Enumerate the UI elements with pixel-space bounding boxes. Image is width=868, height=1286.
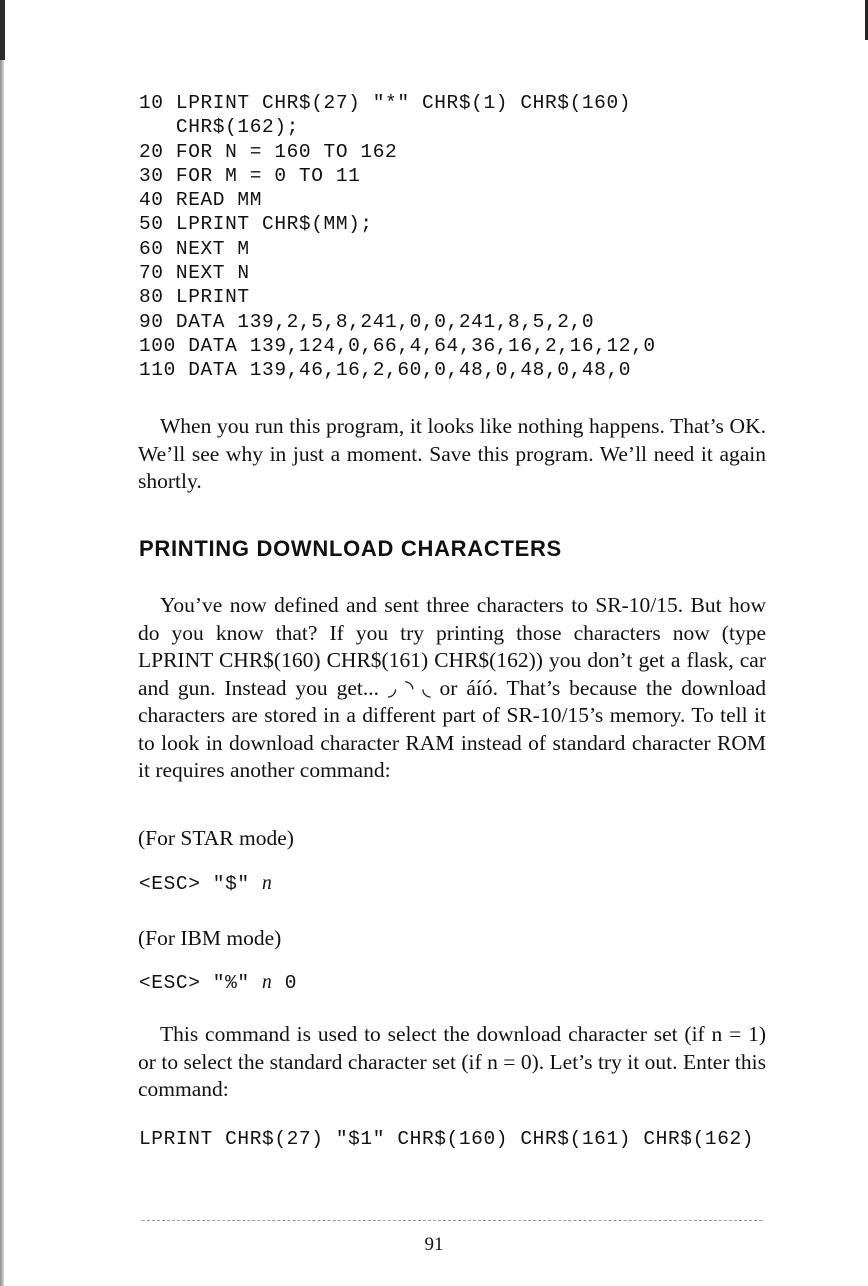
program-line: 90 DATA 139,2,5,8,241,0,0,241,8,5,2,0: [139, 310, 595, 333]
lprint-command: LPRINT CHR$(27) "$1" CHR$(160) CHR$(161) CHR$(162): [139, 1128, 755, 1150]
program-line: 100 DATA 139,124,0,66,4,64,36,16,2,16,12,0: [139, 334, 656, 357]
program-line: 30 FOR M = 0 TO 11: [139, 164, 361, 187]
ibm-mode-command: <ESC> "%" n 0: [139, 972, 297, 994]
ibm-mode-label: (For IBM mode): [138, 926, 282, 950]
star-mode-label: (For STAR mode): [138, 826, 294, 850]
program-line: 60 NEXT M: [139, 237, 250, 260]
paragraph-select-charset: This command is used to select the download character set (if n = 1) or to select the standard character set (if n = 0). Let’s try it out. Enter this command:: [138, 1022, 766, 1101]
program-line: 110 DATA 139,46,16,2,60,0,48,0,48,0,48,0: [139, 359, 632, 382]
program-line: 40 READ MM: [139, 189, 263, 212]
program-line: 80 LPRINT: [139, 286, 250, 309]
page-edge-shadow: [0, 0, 4, 1286]
basic-program-listing: [139, 91, 656, 383]
program-line: 20 FOR N = 160 TO 162: [139, 140, 398, 163]
program-line: 70 NEXT N: [139, 262, 250, 285]
section-heading: PRINTING DOWNLOAD CHARACTERS: [139, 536, 562, 561]
program-line: 10 LPRINT CHR$(27) "*" CHR$(1) CHR$(160): [139, 92, 632, 114]
program-line: 50 LPRINT CHR$(MM);: [139, 213, 373, 236]
paragraph-download-characters: You’ve now defined and sent three characters to SR-10/15. But how do you know that? If you try printing those characters now (type LPRINT CHR$(160) CHR$(161) CHR$(162)) you don’t get a flask, car and gun. Instead you get... ◞ ◝ ◟ or áíó. That’s because the download characters are stored in a different part of SR-10/15’s memory. To tell it to look in download character RAM instead of standard character ROM it requires another command:: [138, 593, 766, 782]
page-edge-mark: [0, 0, 5, 60]
program-line: CHR$(162);: [139, 116, 299, 139]
page-number: 91: [424, 1234, 444, 1255]
star-mode-command: <ESC> "$" n: [139, 873, 273, 895]
footer-rule: [142, 1220, 762, 1221]
paragraph-run-program: When you run this program, it looks like nothing happens. That’s OK. We’ll see why in just a moment. Save this program. We’ll need it again shortly.: [138, 414, 766, 493]
